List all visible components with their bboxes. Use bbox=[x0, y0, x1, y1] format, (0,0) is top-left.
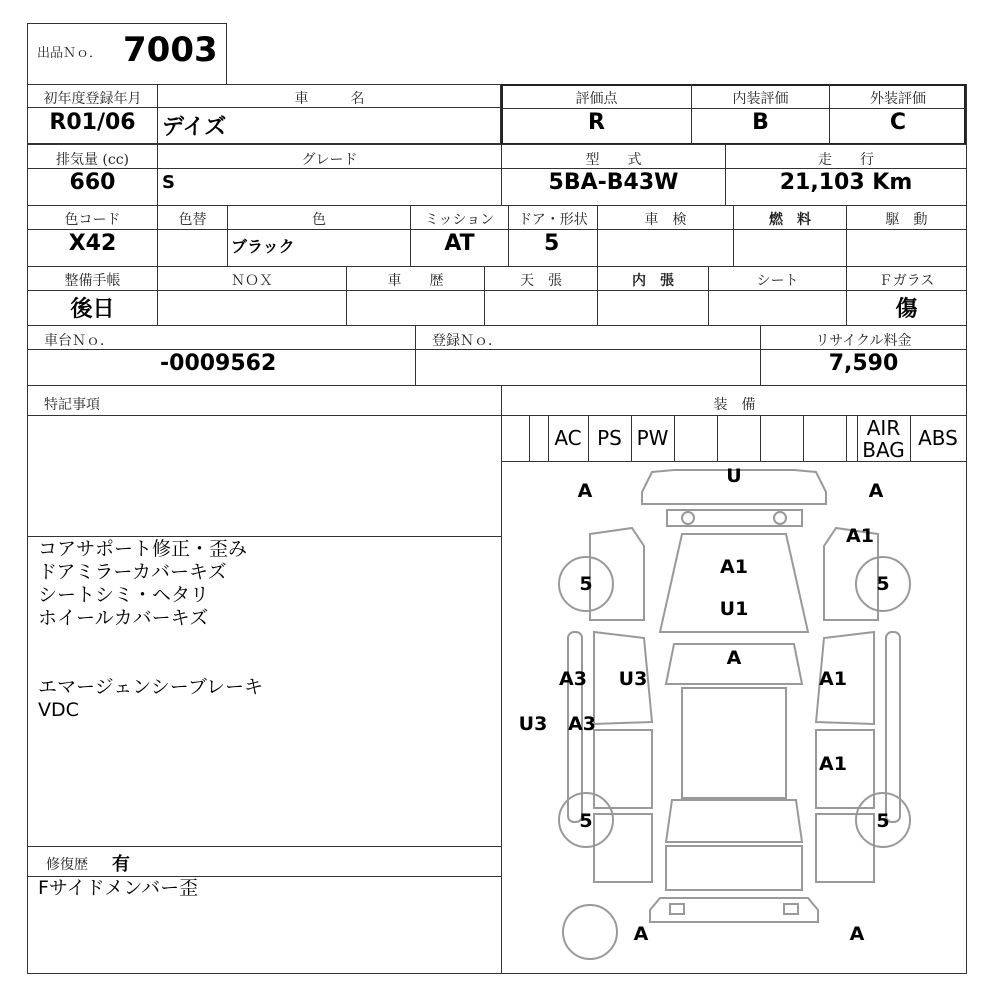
left-rear-door bbox=[594, 730, 652, 808]
repair-value: 有 bbox=[112, 854, 130, 875]
equipment-cell-divider bbox=[717, 415, 718, 461]
inspection-label: 車 検 bbox=[644, 212, 687, 228]
equipment-cell-divider bbox=[529, 415, 530, 461]
note-line: ホイールカバーキズ bbox=[38, 607, 209, 629]
damage-left-rear-door: A3 bbox=[568, 713, 596, 735]
note-line: エマージェンシーブレーキ bbox=[38, 676, 264, 698]
row4-label-line bbox=[27, 290, 967, 291]
grade-value: S bbox=[162, 172, 175, 193]
equipment-cell-divider bbox=[760, 415, 761, 461]
rear-plate-left bbox=[670, 904, 684, 914]
note-line: シートシミ・ヘタリ bbox=[38, 584, 210, 606]
door-label: ドア・形状 bbox=[518, 212, 588, 228]
equipment-item: ABS bbox=[918, 426, 958, 450]
color-value: ブラック bbox=[231, 237, 295, 256]
seat-label: シート bbox=[756, 273, 799, 289]
note-line: ドアミラーカバーキズ bbox=[38, 561, 227, 583]
equipment-cell-divider bbox=[674, 415, 675, 461]
fuel-label: 燃 料 bbox=[769, 212, 811, 228]
damage-hood: A1 bbox=[720, 556, 748, 578]
grade-label: グレード bbox=[301, 152, 358, 168]
rear-plate-right bbox=[784, 904, 798, 914]
left-front-fender bbox=[590, 528, 644, 620]
chassis-value: -0009562 bbox=[160, 351, 277, 376]
row5-div1 bbox=[415, 325, 416, 386]
damage-wheel-front-left: 5 bbox=[579, 573, 593, 595]
rear-bumper bbox=[650, 898, 818, 922]
right-rear-fender bbox=[816, 814, 874, 882]
note-line bbox=[38, 653, 263, 676]
mission-value: AT bbox=[444, 231, 475, 256]
glass-value: 傷 bbox=[895, 297, 918, 322]
front-emblem-right bbox=[774, 512, 786, 524]
equipment-item: PW bbox=[636, 426, 669, 450]
score-value: R bbox=[588, 110, 605, 135]
damage-front-bumper: U bbox=[726, 465, 742, 487]
repaint-label: 色替 bbox=[178, 212, 207, 228]
book-label: 整備手帳 bbox=[64, 273, 121, 289]
damage-left-front-door: A3 bbox=[559, 668, 587, 690]
drive-label: 駆 動 bbox=[885, 212, 928, 228]
remarks-notes bbox=[38, 538, 263, 722]
remarks-label: 特記事項 bbox=[44, 397, 100, 413]
disp-label: 排気量 (cc) bbox=[55, 152, 130, 168]
damage-right-front-door: A1 bbox=[819, 668, 847, 690]
repair-note: Fサイドメンバー歪 bbox=[38, 877, 199, 899]
damage-right-rear-door: A1 bbox=[819, 753, 847, 775]
note-line: コアサポート修正・歪み bbox=[38, 538, 248, 560]
lot-label: 出品Ｎｏ． bbox=[37, 46, 103, 61]
name-value: デイズ bbox=[162, 115, 227, 140]
color-code-value: X42 bbox=[68, 231, 117, 256]
exterior-label: 外装評価 bbox=[870, 91, 926, 107]
book-value: 後日 bbox=[70, 297, 115, 322]
history-label: 車 歴 bbox=[387, 273, 444, 289]
front-emblem-left bbox=[682, 512, 694, 524]
exterior-value: C bbox=[889, 110, 907, 135]
disp-value: 660 bbox=[69, 170, 116, 195]
rear-panel bbox=[666, 846, 802, 890]
damage-wheel-rear-left: 5 bbox=[579, 810, 593, 832]
row3-label-line bbox=[27, 229, 967, 230]
chassis-label: 車台Ｎｏ． bbox=[44, 333, 114, 349]
remarks-label-line bbox=[27, 415, 502, 416]
equipment-cell-divider bbox=[846, 415, 847, 461]
note-line bbox=[38, 630, 263, 653]
repair-top-line bbox=[27, 846, 502, 847]
recycle-value: 7,590 bbox=[828, 351, 899, 376]
roof-outline bbox=[682, 688, 786, 798]
equipment-item: AIR BAG bbox=[862, 416, 905, 462]
damage-front-left-corner: A bbox=[577, 480, 593, 502]
reg-label: 初年度登録年月 bbox=[43, 91, 142, 107]
equipment-cell-divider bbox=[803, 415, 804, 461]
regno-label: 登録Ｎｏ． bbox=[432, 333, 502, 349]
mileage-value: 21,103 Km bbox=[779, 170, 913, 195]
rear-window bbox=[666, 800, 802, 842]
reg-value: R01/06 bbox=[49, 110, 136, 135]
model-label: 型 式 bbox=[585, 152, 642, 168]
inner-label: 内 張 bbox=[632, 273, 674, 289]
glass-label: Ｆガラス bbox=[878, 273, 935, 289]
damage-front-right-corner: A bbox=[868, 480, 884, 502]
equipment-item: PS bbox=[597, 426, 622, 450]
damage-left-front-door-dent: U3 bbox=[618, 668, 648, 690]
name-label: 車 名 bbox=[294, 91, 365, 107]
color-label: 色 bbox=[312, 212, 326, 228]
recycle-label: リサイクル料金 bbox=[815, 333, 912, 349]
damage-wheel-front-right: 5 bbox=[876, 573, 890, 595]
model-value: 5BA-B43W bbox=[548, 170, 679, 195]
damage-right-front-fender: A1 bbox=[846, 525, 874, 547]
left-rear-fender bbox=[594, 814, 652, 882]
damage-rear-right-corner: A bbox=[849, 923, 865, 945]
equipment-label: 装 備 bbox=[713, 397, 756, 413]
door-value: 5 bbox=[544, 231, 560, 256]
remarks-split-line bbox=[27, 536, 502, 537]
color-code-label: 色コード bbox=[64, 212, 121, 228]
repair-label: 修復歴 bbox=[46, 857, 88, 873]
damage-hood-dent: U1 bbox=[719, 598, 749, 620]
note-line: VDC bbox=[38, 699, 79, 721]
interior-value: B bbox=[752, 110, 769, 135]
interior-label: 内装評価 bbox=[732, 91, 789, 107]
equipment-item: AC bbox=[554, 426, 582, 450]
spare-tire bbox=[563, 905, 617, 959]
damage-rear-left-corner: A bbox=[633, 923, 649, 945]
damage-left-sill: U3 bbox=[518, 713, 548, 735]
roof-label: 天 張 bbox=[520, 273, 562, 289]
nox-label: ＮＯＸ bbox=[231, 273, 273, 289]
lot-number: 7003 bbox=[123, 30, 218, 70]
damage-windshield: A bbox=[726, 647, 742, 669]
mission-label: ミッション bbox=[424, 212, 495, 228]
mileage-label: 走 行 bbox=[818, 152, 874, 168]
score-label-line bbox=[501, 108, 966, 109]
damage-wheel-rear-right: 5 bbox=[876, 810, 890, 832]
score-label: 評価点 bbox=[575, 91, 618, 107]
